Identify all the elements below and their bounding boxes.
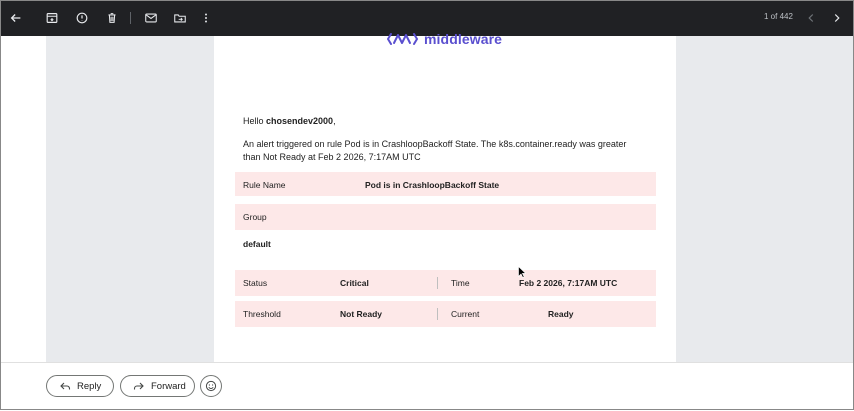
- group-row: [235, 204, 656, 230]
- rule-name-label: Rule Name: [243, 180, 286, 190]
- rule-name-value: Pod is in CrashloopBackoff State: [365, 180, 500, 190]
- forward-icon: [133, 380, 145, 392]
- column-divider: [437, 308, 438, 320]
- threshold-label: Threshold: [243, 309, 281, 319]
- reply-label: Reply: [77, 380, 102, 392]
- column-divider: [437, 277, 438, 289]
- reply-button[interactable]: [46, 375, 114, 397]
- chevron-left-icon[interactable]: [803, 10, 819, 26]
- group-value: default: [243, 239, 271, 249]
- arrow-left-icon[interactable]: [8, 10, 24, 26]
- toolbar-divider: [130, 12, 131, 24]
- threshold-value: Not Ready: [340, 309, 383, 319]
- status-label: Status: [243, 278, 268, 288]
- group-label: Group: [243, 212, 267, 222]
- threshold-current-row: [235, 301, 656, 327]
- middleware-logo-icon: [387, 32, 419, 46]
- email-side-panel-right: [676, 36, 854, 362]
- logo-wordmark: middleware: [424, 31, 503, 47]
- pagination-count: 1 of 442: [764, 12, 793, 21]
- current-value: Ready: [548, 309, 574, 319]
- recipient-name: chosendev2000: [266, 116, 334, 126]
- archive-icon[interactable]: [44, 10, 60, 26]
- more-vertical-icon[interactable]: [198, 10, 214, 26]
- time-value: Feb 2 2026, 7:17AM UTC: [519, 278, 618, 288]
- forward-label: Forward: [151, 380, 186, 392]
- current-label: Current: [451, 309, 480, 319]
- trash-icon[interactable]: [104, 10, 120, 26]
- greeting-prefix: Hello: [243, 116, 267, 126]
- report-spam-icon[interactable]: [74, 10, 90, 26]
- greeting: [243, 116, 336, 126]
- emoji-reaction-icon: [205, 380, 217, 392]
- reply-icon: [59, 380, 71, 392]
- email-side-panel-left: [46, 36, 214, 362]
- middleware-logo: [387, 31, 502, 47]
- forward-button[interactable]: [120, 375, 195, 397]
- mouse-pointer-icon: [518, 266, 526, 278]
- folder-move-icon[interactable]: [172, 10, 188, 26]
- greeting-suffix: ,: [333, 116, 336, 126]
- emoji-reaction-button[interactable]: [200, 375, 222, 397]
- chevron-right-icon[interactable]: [829, 10, 845, 26]
- mail-icon[interactable]: [143, 10, 159, 26]
- status-value: Critical: [340, 278, 369, 288]
- alert-message-line-2: than Not Ready at Feb 2 2026, 7:17AM UTC: [243, 152, 421, 162]
- time-label: Time: [451, 278, 470, 288]
- alert-message-line-1: An alert triggered on rule Pod is in CrashloopBackoff State. The k8s.container.ready was greater: [243, 139, 627, 149]
- reply-action-bar: [0, 362, 854, 411]
